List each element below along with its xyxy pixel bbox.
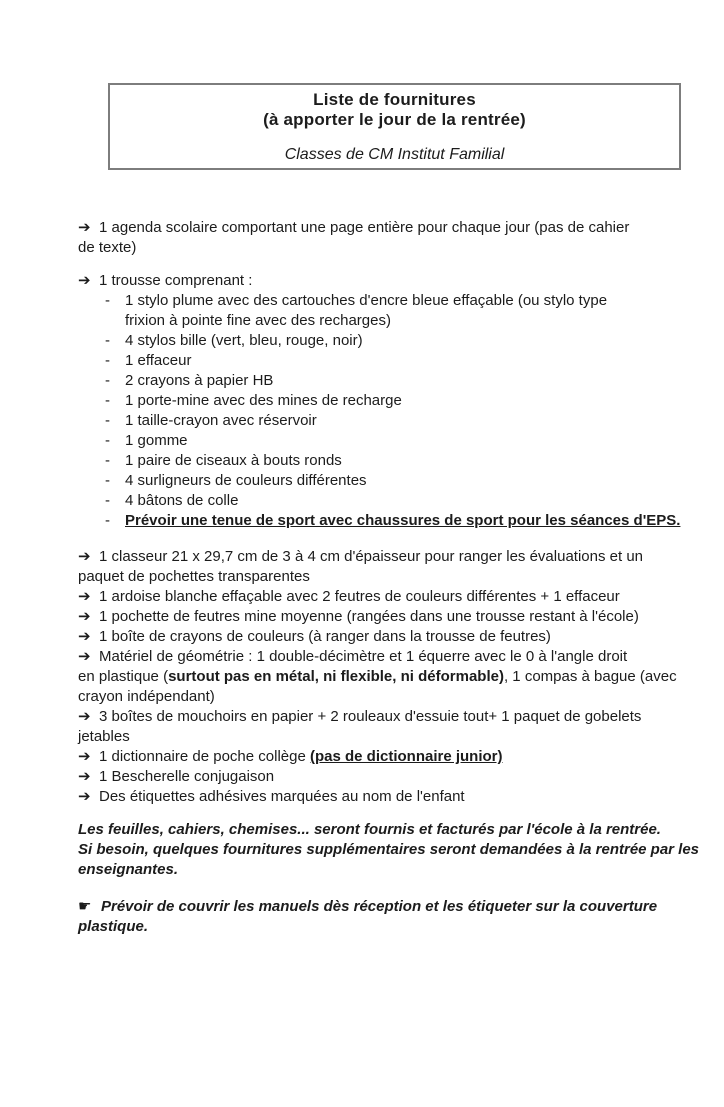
text-segment: enseignantes. — [78, 861, 179, 878]
text-line — [78, 840, 700, 860]
text-segment: surtout pas en métal, ni flexible, ni déformable) — [168, 668, 504, 685]
text-segment: Des étiquettes adhésives marquées au nom de l'enfant — [99, 788, 465, 805]
paragraph-dash — [78, 351, 654, 371]
arrow-bullet-icon: ➔ — [78, 628, 91, 645]
text-segment: de texte) — [78, 239, 137, 256]
text-segment: paquet de pochettes transparentes — [78, 568, 310, 585]
paragraph-dash — [78, 391, 654, 411]
spacer — [78, 531, 654, 547]
text-segment: 4 stylos bille (vert, bleu, rouge, noir) — [125, 332, 363, 349]
text-segment: jetables — [78, 728, 130, 745]
text-segment: 1 pochette de feutres mine moyenne (rangées dans une trousse restant à l'école) — [99, 608, 639, 625]
text-line — [78, 687, 654, 707]
dash-bullet: - — [105, 432, 110, 449]
arrow-bullet-icon: ➔ — [78, 272, 91, 289]
paragraph-arrow — [78, 627, 654, 647]
text-segment: 1 porte-mine avec des mines de recharge — [125, 392, 402, 409]
text-line — [78, 491, 654, 511]
text-line — [78, 471, 654, 491]
text-segment: (pas de dictionnaire junior) — [309, 748, 503, 765]
text-segment: crayon indépendant) — [78, 688, 215, 705]
paragraph-arrow — [78, 607, 654, 627]
text-segment: 3 boîtes de mouchoirs en papier + 2 rouleaux d'essuie tout+ 1 paquet de gobelets — [99, 708, 642, 725]
text-line — [78, 587, 654, 607]
dash-bullet: - — [105, 472, 110, 489]
text-segment: 1 paire de ciseaux à bouts ronds — [125, 452, 342, 469]
text-line — [78, 707, 654, 727]
text-line — [78, 667, 677, 687]
text-segment: Matériel de géométrie : 1 double-décimètre et 1 équerre avec le 0 à l'angle droit — [99, 648, 628, 665]
text-segment: 4 surligneurs de couleurs différentes — [125, 472, 367, 489]
text-line — [78, 511, 681, 531]
arrow-bullet-icon: ➔ — [78, 588, 91, 605]
text-line — [78, 787, 654, 807]
document-subtitle: (à apporter le jour de la rentrée) — [263, 110, 526, 129]
text-segment: en plastique ( — [78, 668, 169, 685]
text-line — [78, 331, 654, 351]
paragraph-arrow — [78, 767, 654, 787]
text-segment: 1 classeur 21 x 29,7 cm de 3 à 4 cm d'épaisseur pour ranger les évaluations et un — [99, 548, 644, 565]
dash-bullet: - — [105, 392, 110, 409]
dash-bullet: - — [105, 332, 110, 349]
arrow-bullet-icon: ➔ — [78, 648, 91, 665]
text-segment: frixion à pointe fine avec des recharges) — [125, 312, 391, 329]
text-line — [78, 371, 654, 391]
text-segment: Si besoin, quelques fournitures supplémentaires seront demandées à la rentrée par les — [78, 841, 700, 858]
text-line — [78, 767, 654, 787]
text-line — [78, 351, 654, 371]
text-line — [78, 727, 654, 747]
dash-bullet: - — [105, 292, 110, 309]
dash-bullet: - — [105, 352, 110, 369]
arrow-bullet-icon: ➔ — [78, 608, 91, 625]
text-line — [78, 747, 654, 767]
text-line — [78, 391, 654, 411]
text-segment: 2 crayons à papier HB — [125, 372, 274, 389]
dash-bullet: - — [105, 492, 110, 509]
text-segment: , 1 compas à bague (avec — [503, 668, 677, 685]
text-segment: 1 stylo plume avec des cartouches d'encre bleue effaçable (ou stylo type — [125, 292, 608, 309]
dash-bullet: - — [105, 452, 110, 469]
text-line — [78, 547, 654, 567]
text-segment: 1 boîte de crayons de couleurs (à ranger dans la trousse de feutres) — [99, 628, 551, 645]
text-segment: plastique. — [78, 918, 149, 935]
document-page — [0, 83, 724, 1107]
text-line — [78, 311, 654, 331]
header-box — [108, 83, 681, 170]
paragraph-arrow — [78, 647, 677, 707]
spacer — [78, 807, 654, 820]
dash-bullet: - — [105, 372, 110, 389]
class-line: Classes de CM Institut Familial — [284, 146, 505, 163]
arrow-bullet-icon: ➔ — [78, 548, 91, 565]
text-segment: 1 ardoise blanche effaçable avec 2 feutres de couleurs différentes + 1 effaceur — [99, 588, 620, 605]
text-segment: 1 effaceur — [125, 352, 192, 369]
text-line — [78, 271, 654, 291]
text-line — [78, 647, 654, 667]
paragraph-hand — [78, 897, 658, 937]
text-line — [78, 917, 654, 937]
pointing-hand-icon: ☛ — [78, 898, 92, 915]
text-line — [78, 627, 654, 647]
paragraph-arrow — [78, 218, 654, 258]
paragraph-arrow — [78, 747, 654, 767]
text-segment: 4 bâtons de colle — [125, 492, 239, 509]
text-segment: 1 gomme — [125, 432, 188, 449]
paragraph-dash — [78, 471, 654, 491]
paragraph-dash — [78, 411, 654, 431]
text-line — [78, 218, 654, 238]
paragraph-arrow — [78, 547, 654, 587]
arrow-bullet-icon: ➔ — [78, 768, 91, 785]
paragraph-arrow — [78, 271, 654, 291]
paragraph-arrow — [78, 587, 654, 607]
paragraph-arrow — [78, 787, 654, 807]
text-line — [78, 897, 658, 917]
arrow-bullet-icon: ➔ — [78, 219, 91, 236]
arrow-bullet-icon: ➔ — [78, 788, 91, 805]
text-segment: Prévoir de couvrir les manuels dès réception et les étiqueter sur la couverture — [101, 898, 658, 915]
dash-bullet: - — [105, 512, 110, 529]
paragraph-dash — [78, 511, 681, 531]
text-line — [78, 820, 661, 840]
text-segment: 1 dictionnaire de poche collège — [99, 748, 310, 765]
paragraph-arrow — [78, 707, 654, 747]
text-segment: Prévoir une tenue de sport avec chaussures de sport pour les séances d'EPS. — [125, 512, 681, 529]
arrow-bullet-icon: ➔ — [78, 708, 91, 725]
paragraph-dash — [78, 371, 654, 391]
text-line — [78, 431, 654, 451]
paragraph-dash — [78, 331, 654, 351]
document-body — [78, 218, 700, 937]
text-segment: Les feuilles, cahiers, chemises... seront fournis et facturés par l'école à la rentrée. — [78, 821, 661, 838]
text-segment: 1 trousse comprenant : — [99, 272, 253, 289]
text-segment: 1 agenda scolaire comportant une page entière pour chaque jour (pas de cahier — [99, 219, 630, 236]
paragraph-dash — [78, 491, 654, 511]
text-line — [78, 238, 654, 258]
document-title: Liste de fournitures — [313, 90, 476, 109]
dash-bullet: - — [105, 412, 110, 429]
paragraph-dash — [78, 291, 654, 331]
text-segment: 1 taille-crayon avec réservoir — [125, 412, 317, 429]
text-line — [78, 567, 654, 587]
text-segment: 1 Bescherelle conjugaison — [99, 768, 275, 785]
paragraph-dash — [78, 451, 654, 471]
arrow-bullet-icon: ➔ — [78, 748, 91, 765]
text-line — [78, 607, 654, 627]
paragraph-dash — [78, 431, 654, 451]
text-line — [78, 411, 654, 431]
paragraph-italic — [78, 820, 700, 880]
text-line — [78, 860, 654, 880]
text-line — [78, 291, 654, 311]
spacer — [78, 258, 654, 271]
spacer — [78, 880, 654, 897]
text-line — [78, 451, 654, 471]
